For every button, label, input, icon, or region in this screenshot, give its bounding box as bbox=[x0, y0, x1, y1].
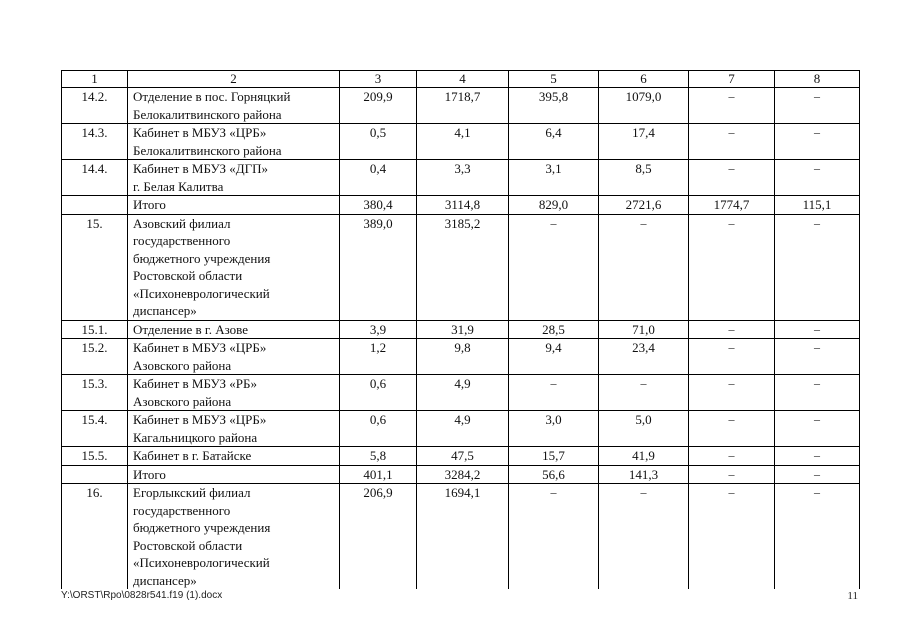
value-cell-c6: 41,9 bbox=[599, 447, 689, 466]
row-name-cell: Отделение в г. Азове bbox=[128, 320, 340, 339]
header-cell: 5 bbox=[509, 71, 599, 88]
value-cell-c7: – bbox=[689, 447, 775, 466]
table-row bbox=[62, 320, 860, 339]
value-cell-c5: – bbox=[509, 214, 599, 320]
value-cell-c6: 8,5 bbox=[599, 160, 689, 196]
table-row bbox=[62, 160, 860, 196]
value-cell-c7: – bbox=[689, 124, 775, 160]
footer-file-path: Y:\ORST\Rpo\0828r541.f19 (1).docx bbox=[61, 590, 223, 601]
row-name-cell: Егорлыкский филиал государственного бюджетного учреждения Ростовской области «Психоневрологический диспансер» bbox=[128, 484, 340, 590]
value-cell-c4: 4,9 bbox=[417, 375, 509, 411]
value-cell-c6: 1079,0 bbox=[599, 88, 689, 124]
row-number-cell: 16. bbox=[62, 484, 128, 590]
value-cell-c4: 47,5 bbox=[417, 447, 509, 466]
row-number-cell bbox=[62, 196, 128, 215]
value-cell-c8: – bbox=[775, 88, 860, 124]
value-cell-c7: – bbox=[689, 160, 775, 196]
header-cell: 2 bbox=[128, 71, 340, 88]
value-cell-c4: 1718,7 bbox=[417, 88, 509, 124]
value-cell-c8: – bbox=[775, 320, 860, 339]
value-cell-c5: 3,0 bbox=[509, 411, 599, 447]
value-cell-c6: 5,0 bbox=[599, 411, 689, 447]
table-row bbox=[62, 375, 860, 411]
value-cell-c7: – bbox=[689, 339, 775, 375]
row-name-cell: Итого bbox=[128, 196, 340, 215]
value-cell-c3: 0,4 bbox=[340, 160, 417, 196]
value-cell-c8: – bbox=[775, 484, 860, 590]
header-row bbox=[62, 71, 860, 88]
row-name-cell: Кабинет в МБУЗ «ЦРБ» Белокалитвинского района bbox=[128, 124, 340, 160]
row-number-cell: 15.5. bbox=[62, 447, 128, 466]
header-cell: 4 bbox=[417, 71, 509, 88]
value-cell-c5: 829,0 bbox=[509, 196, 599, 215]
table-row bbox=[62, 214, 860, 320]
value-cell-c3: 380,4 bbox=[340, 196, 417, 215]
value-cell-c7: – bbox=[689, 375, 775, 411]
header-cell: 8 bbox=[775, 71, 860, 88]
header-cell: 6 bbox=[599, 71, 689, 88]
data-table bbox=[61, 70, 860, 589]
value-cell-c8: – bbox=[775, 124, 860, 160]
value-cell-c8: – bbox=[775, 339, 860, 375]
table-row bbox=[62, 196, 860, 215]
value-cell-c6: – bbox=[599, 375, 689, 411]
value-cell-c4: 3114,8 bbox=[417, 196, 509, 215]
value-cell-c4: 31,9 bbox=[417, 320, 509, 339]
value-cell-c3: 0,5 bbox=[340, 124, 417, 160]
value-cell-c5: 6,4 bbox=[509, 124, 599, 160]
value-cell-c8: – bbox=[775, 214, 860, 320]
row-number-cell: 15. bbox=[62, 214, 128, 320]
value-cell-c6: 23,4 bbox=[599, 339, 689, 375]
value-cell-c5: 9,4 bbox=[509, 339, 599, 375]
value-cell-c4: 9,8 bbox=[417, 339, 509, 375]
table-row bbox=[62, 339, 860, 375]
value-cell-c4: 1694,1 bbox=[417, 484, 509, 590]
value-cell-c8: 115,1 bbox=[775, 196, 860, 215]
row-name-cell: Кабинет в МБУЗ «ЦРБ» Азовского района bbox=[128, 339, 340, 375]
row-number-cell: 15.4. bbox=[62, 411, 128, 447]
value-cell-c3: 3,9 bbox=[340, 320, 417, 339]
value-cell-c4: 3,3 bbox=[417, 160, 509, 196]
value-cell-c3: 0,6 bbox=[340, 375, 417, 411]
value-cell-c3: 389,0 bbox=[340, 214, 417, 320]
value-cell-c3: 1,2 bbox=[340, 339, 417, 375]
value-cell-c8: – bbox=[775, 375, 860, 411]
value-cell-c7: – bbox=[689, 465, 775, 484]
row-name-cell: Кабинет в МБУЗ «ЦРБ» Кагальницкого района bbox=[128, 411, 340, 447]
table-row bbox=[62, 484, 860, 590]
row-name-cell: Отделение в пос. Горняцкий Белокалитвинского района bbox=[128, 88, 340, 124]
value-cell-c7: – bbox=[689, 320, 775, 339]
row-number-cell: 15.2. bbox=[62, 339, 128, 375]
value-cell-c7: – bbox=[689, 484, 775, 590]
value-cell-c5: 56,6 bbox=[509, 465, 599, 484]
value-cell-c6: 141,3 bbox=[599, 465, 689, 484]
row-number-cell: 15.3. bbox=[62, 375, 128, 411]
value-cell-c7: – bbox=[689, 411, 775, 447]
value-cell-c4: 3185,2 bbox=[417, 214, 509, 320]
page-number: 11 bbox=[847, 590, 858, 602]
value-cell-c3: 209,9 bbox=[340, 88, 417, 124]
value-cell-c3: 206,9 bbox=[340, 484, 417, 590]
value-cell-c5: 395,8 bbox=[509, 88, 599, 124]
value-cell-c5: 3,1 bbox=[509, 160, 599, 196]
row-number-cell: 14.2. bbox=[62, 88, 128, 124]
row-number-cell bbox=[62, 465, 128, 484]
header-cell: 1 bbox=[62, 71, 128, 88]
value-cell-c5: – bbox=[509, 375, 599, 411]
row-number-cell: 14.4. bbox=[62, 160, 128, 196]
value-cell-c5: – bbox=[509, 484, 599, 590]
value-cell-c8: – bbox=[775, 447, 860, 466]
value-cell-c4: 3284,2 bbox=[417, 465, 509, 484]
value-cell-c3: 0,6 bbox=[340, 411, 417, 447]
value-cell-c4: 4,9 bbox=[417, 411, 509, 447]
value-cell-c6: – bbox=[599, 214, 689, 320]
table-row bbox=[62, 465, 860, 484]
table-row bbox=[62, 88, 860, 124]
value-cell-c6: 71,0 bbox=[599, 320, 689, 339]
header-cell: 3 bbox=[340, 71, 417, 88]
row-name-cell: Кабинет в МБУЗ «РБ» Азовского района bbox=[128, 375, 340, 411]
value-cell-c4: 4,1 bbox=[417, 124, 509, 160]
value-cell-c7: – bbox=[689, 88, 775, 124]
row-name-cell: Кабинет в г. Батайске bbox=[128, 447, 340, 466]
value-cell-c3: 5,8 bbox=[340, 447, 417, 466]
row-name-cell: Кабинет в МБУЗ «ДГП» г. Белая Калитва bbox=[128, 160, 340, 196]
table-row bbox=[62, 124, 860, 160]
value-cell-c7: – bbox=[689, 214, 775, 320]
header-cell: 7 bbox=[689, 71, 775, 88]
row-number-cell: 14.3. bbox=[62, 124, 128, 160]
value-cell-c7: 1774,7 bbox=[689, 196, 775, 215]
table-row bbox=[62, 447, 860, 466]
value-cell-c8: – bbox=[775, 160, 860, 196]
value-cell-c3: 401,1 bbox=[340, 465, 417, 484]
value-cell-c6: 17,4 bbox=[599, 124, 689, 160]
value-cell-c5: 28,5 bbox=[509, 320, 599, 339]
row-name-cell: Итого bbox=[128, 465, 340, 484]
table-body bbox=[62, 71, 860, 590]
row-number-cell: 15.1. bbox=[62, 320, 128, 339]
value-cell-c8: – bbox=[775, 465, 860, 484]
value-cell-c8: – bbox=[775, 411, 860, 447]
value-cell-c6: – bbox=[599, 484, 689, 590]
table-row bbox=[62, 411, 860, 447]
value-cell-c6: 2721,6 bbox=[599, 196, 689, 215]
row-name-cell: Азовский филиал государственного бюджетного учреждения Ростовской области «Психоневрологический диспансер» bbox=[128, 214, 340, 320]
value-cell-c5: 15,7 bbox=[509, 447, 599, 466]
